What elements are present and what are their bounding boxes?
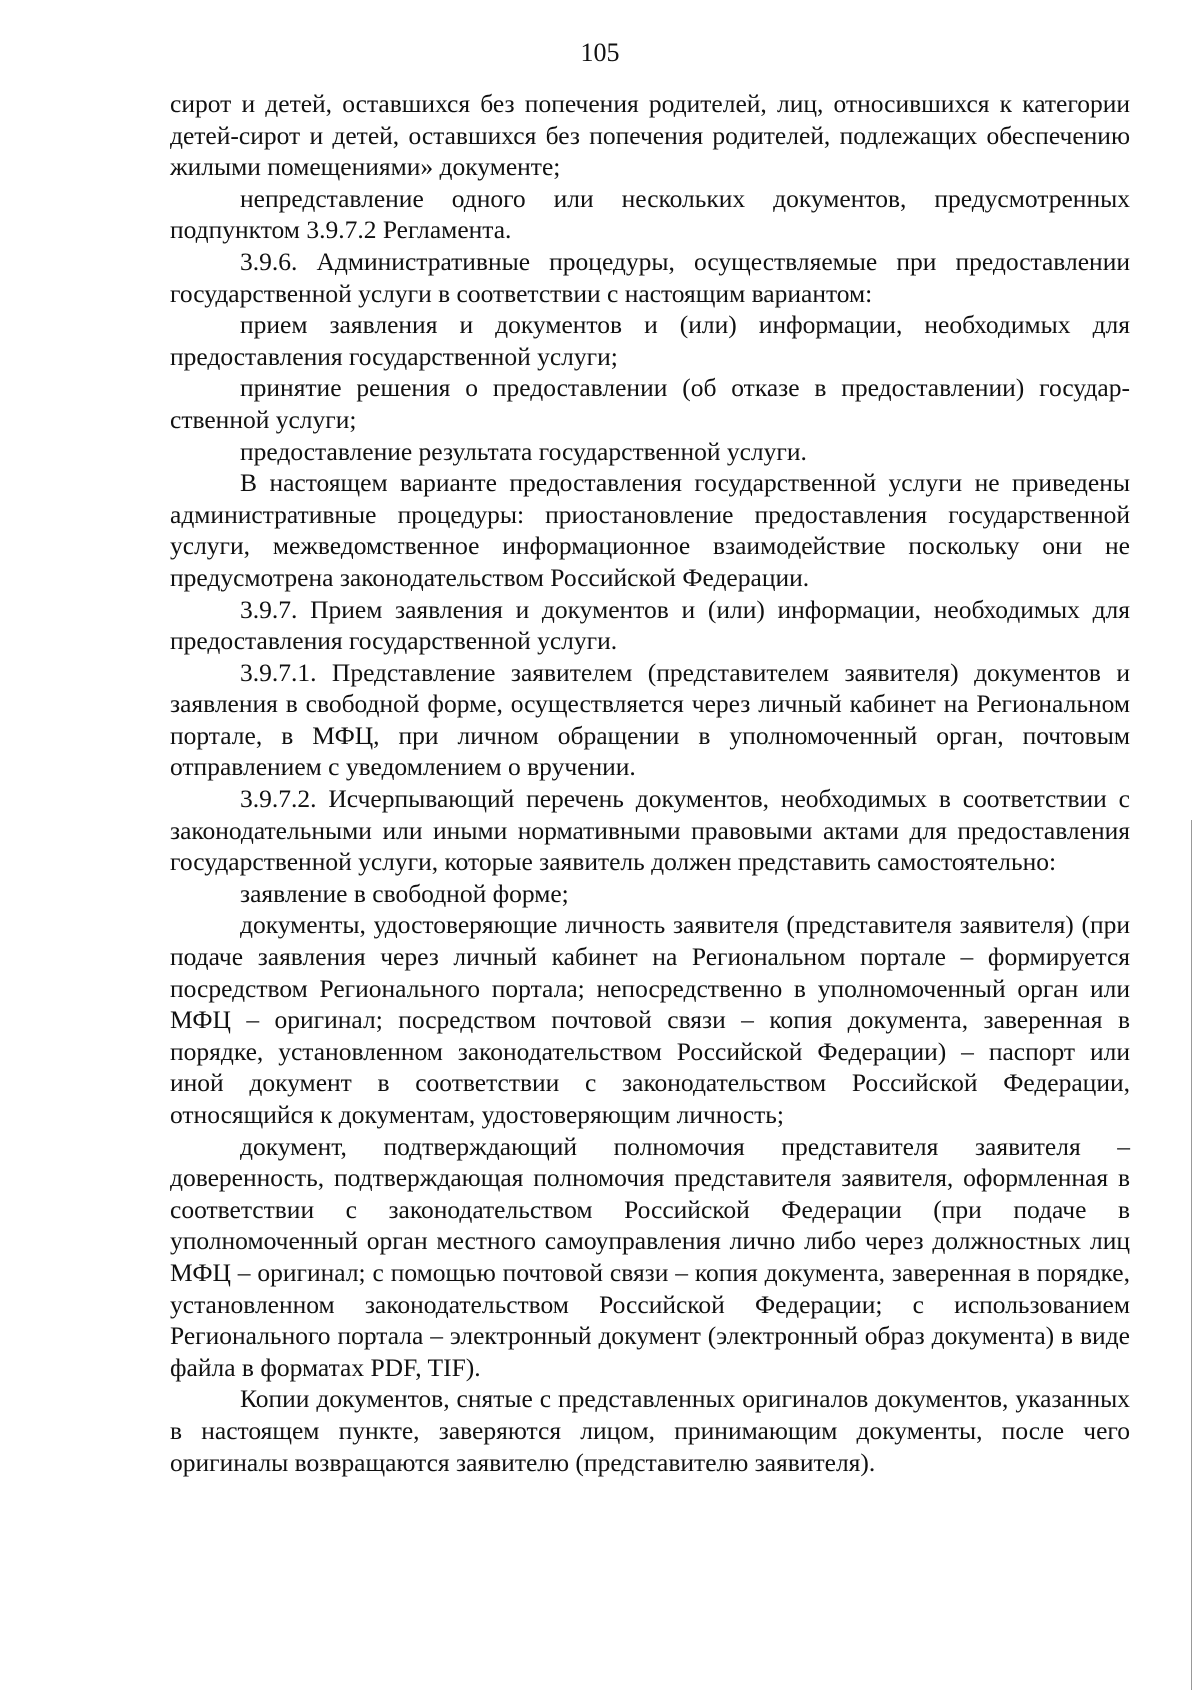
paragraph-continuation: сирот и детей, оставшихся без попечения родителей, лиц, относившихся к категории детей-сирот и детей, оставшихся без попечения родителей, подлежащих обеспечению жилыми помещениями» документе; <box>170 89 1130 182</box>
paragraph-3-9-7: 3.9.7. Прием заявления и документов и (или) информации, необходимых для предоставления государственной услуги. <box>170 594 1130 656</box>
paragraph: заявление в свободной форме; <box>240 878 569 908</box>
paragraph: Копии документов, снятые с представленных оригиналов документов, указанных в настоящем пункте, заверяются лицом, принимающим документы, после чего оригиналы возвращаются заявителю (представителю заявителя). <box>170 1384 1130 1477</box>
paragraph: В настоящем варианте предоставления государственной услуги не приведены административные процедуры: приостановление предоставления государственной услуги, межведомственное информационное взаимодействие поскольку они не предусмотрена законодательством Российской Федерации. <box>170 468 1130 592</box>
paragraph-3-9-7-2: 3.9.7.2. Исчерпывающий перечень документов, необходимых в соответствии с законодательными или иными нормативными правовыми актами для предоставления государственной услуги, которые заявитель должен представить самостоятельно: <box>170 784 1130 877</box>
page-number: 105 <box>580 38 620 67</box>
paragraph: принятие решения о предоставлении (об отказе в предоставлении) государственной услуги; <box>170 373 1130 434</box>
scan-edge-line <box>1191 820 1192 1690</box>
paragraph: предоставление результата государственной услуги. <box>240 436 807 466</box>
paragraph: прием заявления и документов и (или) информации, необходимых для предоставления государственной услуги; <box>170 310 1130 371</box>
paragraph-3-9-7-1: 3.9.7.1. Представление заявителем (представителем заявителя) документов и заявления в свободной форме, осуществляется через личный кабинет на Региональном портале, в МФЦ, при личном обращении в уполномоченный орган, почтовым отправлением с уведомлением о вручении. <box>170 657 1130 782</box>
paragraph: документ, подтверждающий полномочия представителя заявителя – доверенность, подтверждающая полномочия представителя заявителя, оформленная в соответствии с законодательством Российской Федерации (при подаче в уполномоченный орган местного самоуправления лично либо через должностных лиц МФЦ – оригинал; с помощью почтовой связи – копия документа, заверенная в порядке, установленном законодательством Российской Федерации; с использованием Регионального портала – электронный документ (электронный образ документа) в виде файла в форматах PDF, TIF). <box>170 1131 1130 1382</box>
paragraph-3-9-6: 3.9.6. Административные процедуры, осуществляемые при предоставлении государственной услуги в соответствии с настоящим вариантом: <box>170 246 1130 308</box>
paragraph: непредставление одного или нескольких документов, предусмотренных подпунктом 3.9.7.2 Регламента. <box>170 183 1130 245</box>
document-body <box>170 88 1130 1478</box>
paragraph: документы, удостоверяющие личность заявителя (представителя заявителя) (при подаче заявления через личный кабинет на Региональном портале – формируется посредством Регионального портала; непосредственно в уполномоченный орган или МФЦ – оригинал; посредством почтовой связи – копия документа, заверенная в порядке, установленном законодательством Российской Федерации) – паспорт или иной документ в соответствии с законодательством Российской Федерации, относящийся к документам, удостоверяющим личность; <box>170 910 1130 1129</box>
